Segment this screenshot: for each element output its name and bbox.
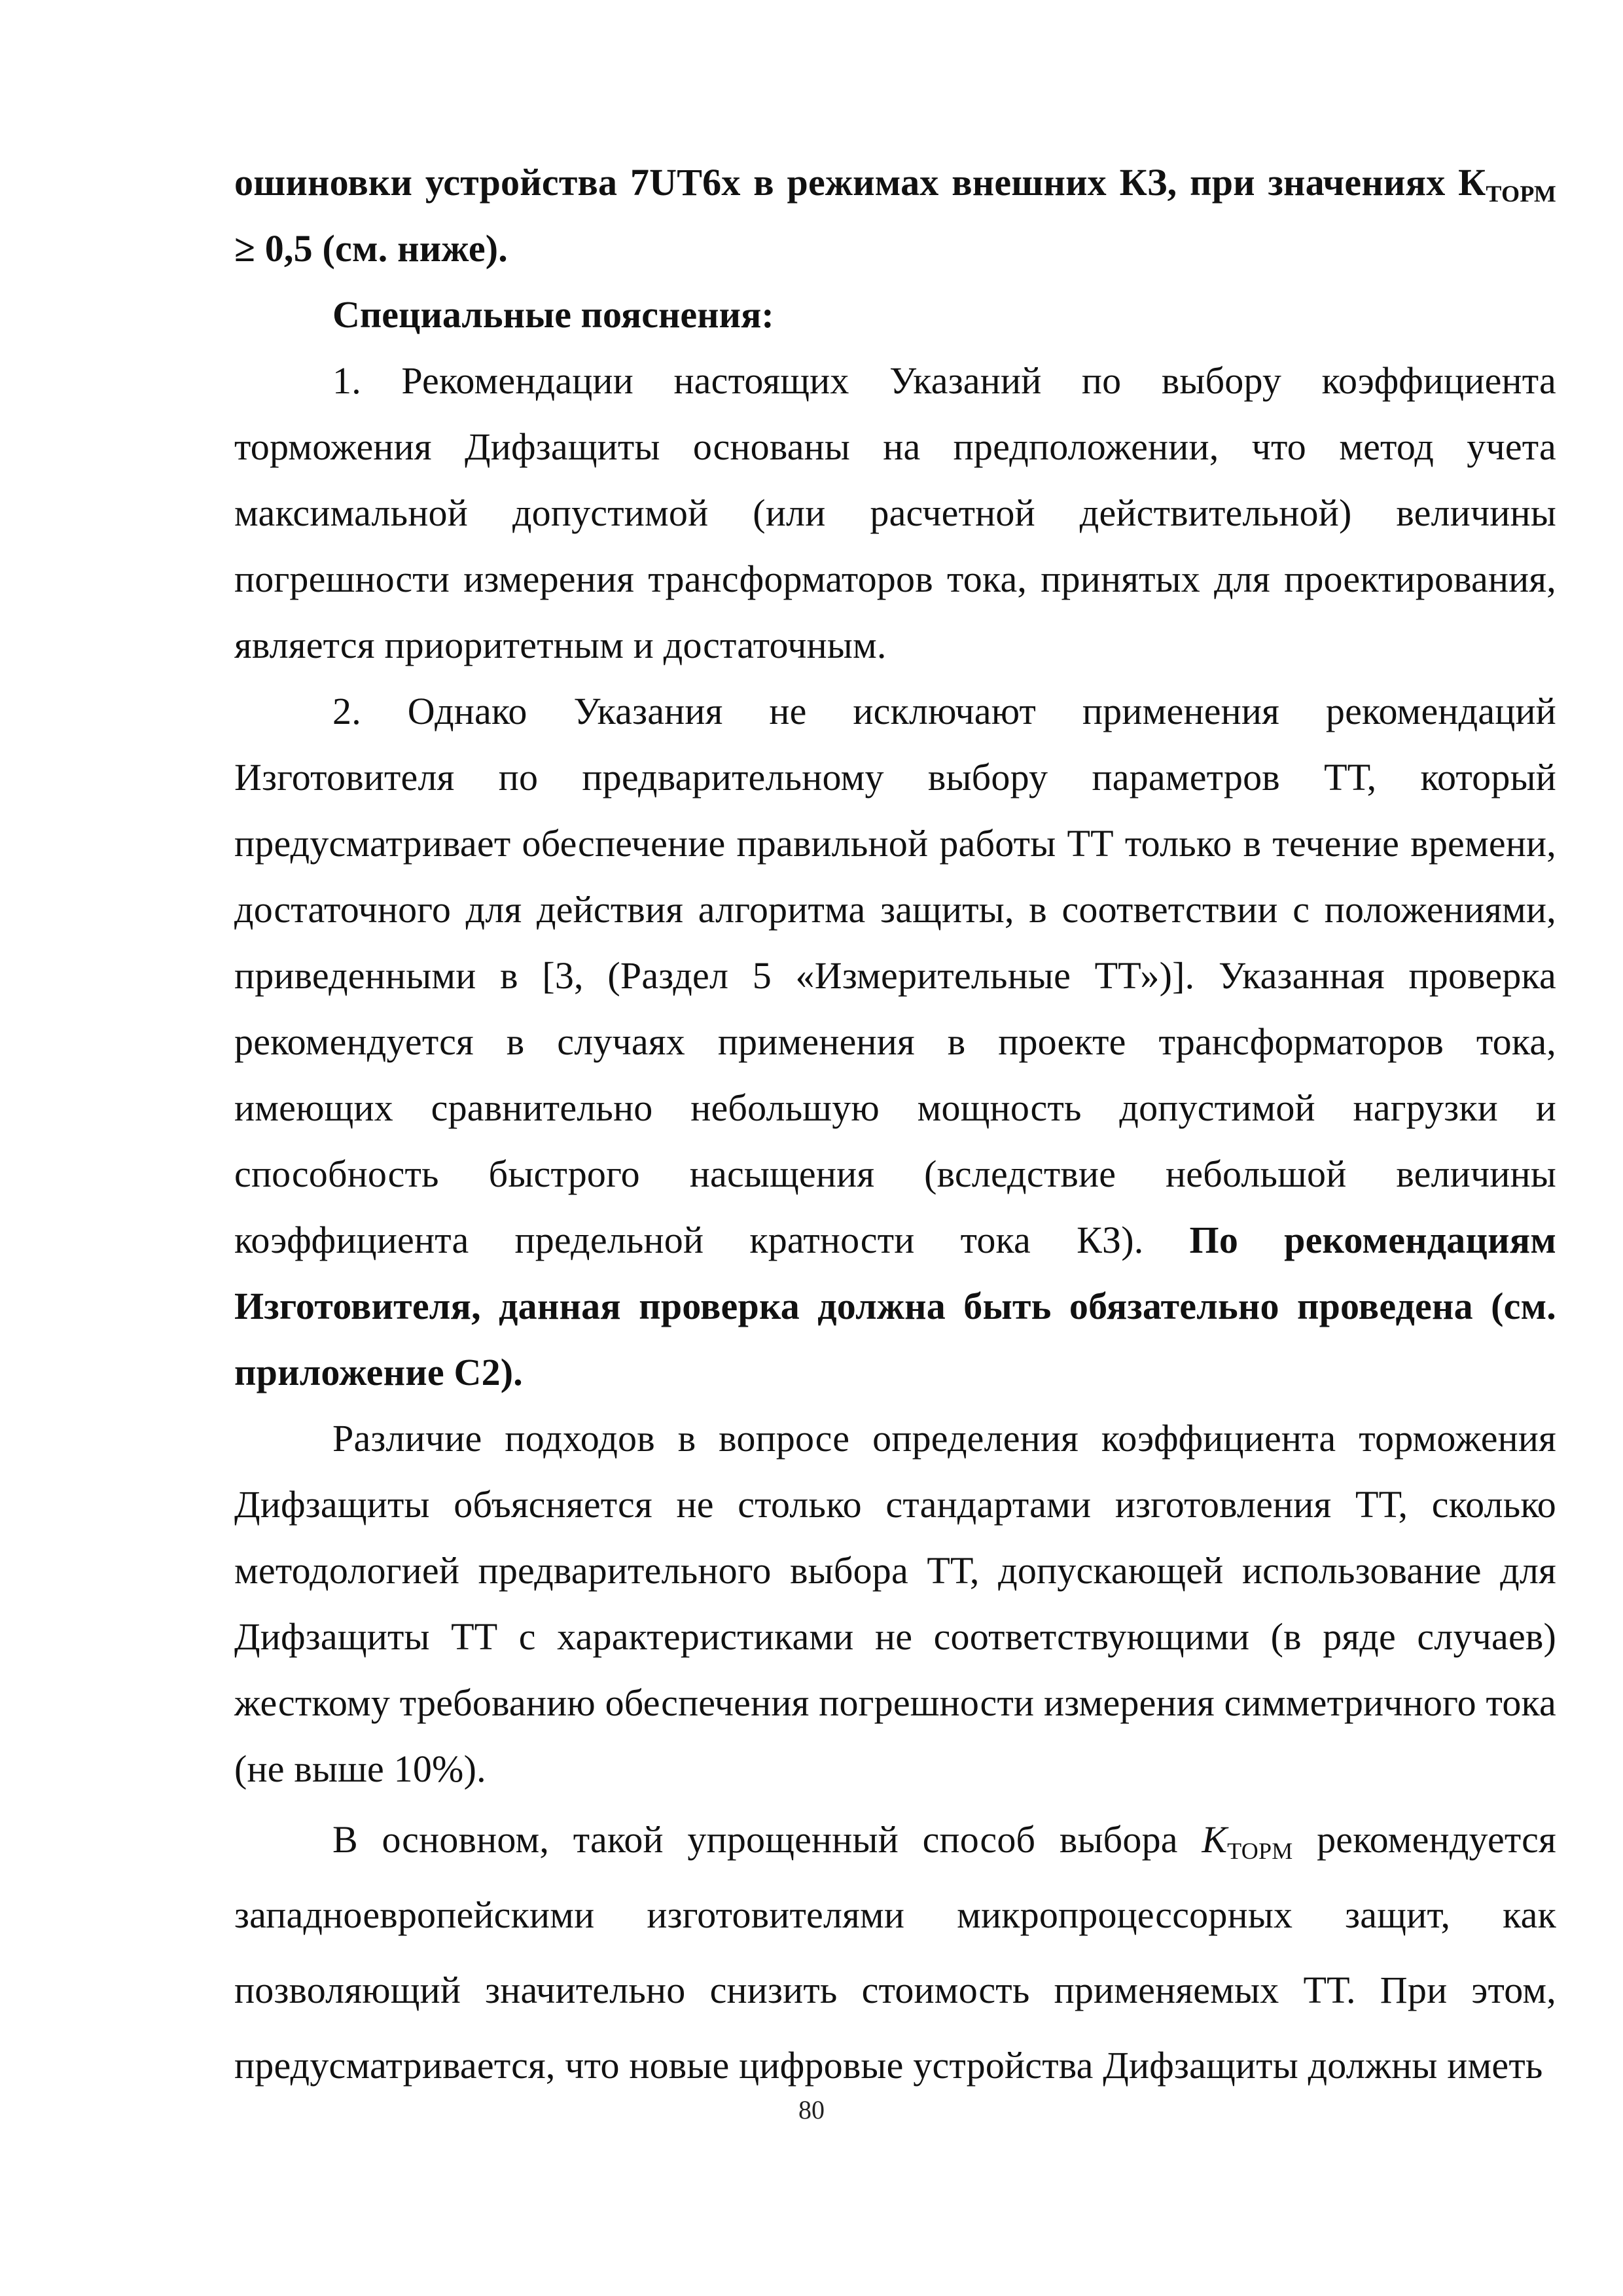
intro-tail: ≥ 0,5 (см. ниже). — [234, 227, 508, 270]
item-1-paragraph: 1. Рекомендации настоящих Указаний по выбору коэффициента торможения Дифзащиты основаны на предположении, что метод учета максимальной допустимой (или расчетной действительной) величины погрешности измерения трансформаторов тока, принятых для проектирования, является приоритетным и достаточным. — [234, 359, 1556, 666]
paragraph-3: Различие подходов в вопросе определения коэффициента торможения Дифзащиты объясняется не столько стандартами изготовления ТТ, сколько методологией предварительного выбора ТТ, допускающей использование для Дифзащиты ТТ с характеристиками не соответствующими (в ряде случаев) жесткому требованию обеспечения погрешности измерения симметричного тока (не выше 10%). — [234, 1417, 1556, 1790]
intro-k-subscript: ТОРМ — [1486, 181, 1556, 207]
item-2-paragraph — [234, 678, 1556, 1405]
section-heading: Специальные пояснения: — [332, 293, 774, 336]
item-2-text: 2. Однако Указания не исключают применения рекомендаций Изготовителя по предварительному выбору параметров ТТ, который предусматривает обеспечение правильной работы ТТ только в течение времени, достаточного для действия алгоритма защиты, в соответствии с положениями, приведенными в [3, (Раздел 5 «Измерительные ТТ»)]. Указанная проверка рекомендуется в случаях применения в проекте трансформаторов тока, имеющих сравнительно небольшую мощность допустимой нагрузки и способность быстрого насыщения (вследствие небольшой величины коэффициента предельной кратности тока КЗ). — [234, 690, 1556, 1261]
k-subscript: ТОРМ — [1227, 1838, 1293, 1864]
paragraph-4 — [234, 1802, 1556, 2103]
document-page — [234, 149, 1556, 2103]
intro-text: ошиновки устройства 7UT6х в режимах внешних КЗ, при значениях К — [234, 161, 1486, 204]
page-number: 80 — [798, 2095, 825, 2125]
intro-paragraph — [234, 149, 1556, 281]
paragraph-4-after: рекомендуется западноевропейскими изготовителями микропроцессорных защит, как позволяющий значительно снизить стоимость применяемых ТТ. При этом, предусматривается, что новые цифровые устройства Дифзащиты должны иметь — [234, 1818, 1556, 2087]
k-symbol: К — [1202, 1818, 1228, 1861]
item-2-bold-text: По рекомендациям Изготовителя, данная проверка должна быть обязательно проведена (см. приложение С2). — [234, 1219, 1557, 1393]
paragraph-4-before: В основном, такой упрощенный способ выбора — [332, 1818, 1178, 1861]
